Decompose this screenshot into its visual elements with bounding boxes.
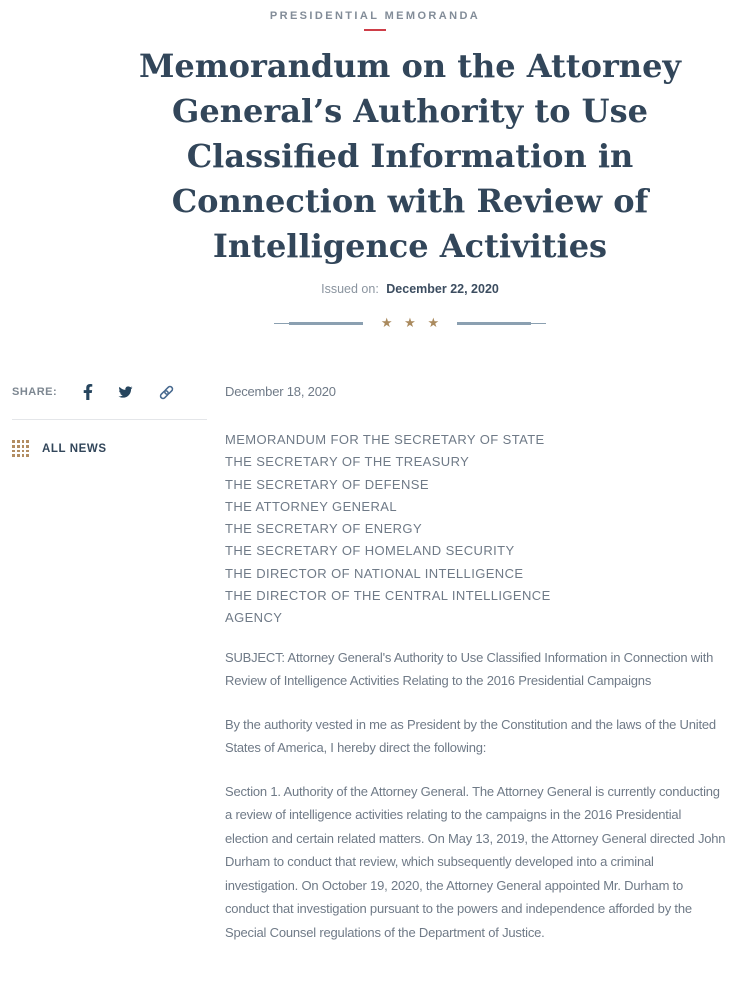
article-body [225, 377, 727, 964]
section-1-paragraph: Section 1. Authority of the Attorney General. The Attorney General is currently conducting a review of intelligence activities relating to the campaigns in the 2016 Presidential election and certain related matters. On May 13, 2019, the Attorney General directed John Durham to conduct that review, which subsequently developed into a criminal investigation. On October 19, 2020, the Attorney General appointed Mr. Durham to conduct that investigation pursuant to the powers and independence afforded by the Special Counsel regulations of the Department of Justice. [225, 783, 726, 940]
page-title [120, 44, 700, 269]
memo-addressee-line: THE SECRETARY OF HOMELAND SECURITY [225, 543, 515, 559]
star-divider [120, 315, 700, 331]
twitter-share-button[interactable] [117, 385, 134, 399]
divider-line-right [457, 322, 531, 325]
all-news-link[interactable] [12, 440, 225, 457]
sidebar-divider [12, 419, 207, 420]
memo-addressee-line: THE DIRECTOR OF NATIONAL INTELLIGENCE [225, 565, 524, 581]
issued-on-label: Issued on: [321, 282, 379, 296]
copy-link-button[interactable] [158, 384, 175, 401]
eyebrow-underline [364, 29, 386, 31]
memo-addressee-line: THE SECRETARY OF ENERGY [225, 521, 423, 537]
memo-addressee-line: THE SECRETARY OF DEFENSE [225, 476, 429, 492]
memo-addressee-line: AGENCY [225, 610, 283, 626]
subject-paragraph: SUBJECT: Attorney General's Authority to Use Classified Information in Connection with Review of Intelligence Activities Relating to the 2016 Presidential Campaigns [225, 649, 714, 689]
grid-icon [12, 440, 29, 457]
twitter-icon [117, 385, 134, 399]
article-date: December 18, 2020 [225, 384, 336, 399]
memo-addressee-line: THE ATTORNEY GENERAL [225, 498, 397, 514]
header [0, 0, 750, 31]
facebook-share-button[interactable] [83, 384, 93, 400]
page-title-line: Connection with Review of [171, 182, 649, 220]
issued-on-row [120, 282, 700, 296]
facebook-icon [83, 384, 93, 400]
category-link-presidential-memoranda[interactable]: PRESIDENTIAL MEMORANDA [269, 10, 481, 22]
authority-paragraph: By the authority vested in me as President by the Constitution and the laws of the United States of America, I hereby direct the following: [225, 716, 716, 756]
page-title-line: Memorandum on the Attorney [138, 47, 682, 85]
share-row [12, 383, 225, 401]
page-title-line: Classified Information in [186, 137, 634, 175]
memo-addressee-list [225, 429, 727, 630]
sidebar [0, 377, 225, 964]
page-title-line: Intelligence Activities [212, 227, 608, 265]
issued-date: December 22, 2020 [386, 282, 499, 296]
link-icon [158, 384, 175, 401]
content [0, 377, 750, 964]
share-label: SHARE: [12, 386, 58, 398]
memo-addressee-line: MEMORANDUM FOR THE SECRETARY OF STATE [225, 432, 545, 447]
all-news-label: ALL NEWS [42, 442, 107, 455]
divider-line-left [289, 322, 363, 325]
memo-addressee-line: THE SECRETARY OF THE TREASURY [225, 454, 470, 470]
page-title-line: General’s Authority to Use [172, 92, 648, 130]
three-stars-ornament: ★ ★ ★ [380, 315, 444, 330]
memo-addressee-line: THE DIRECTOR OF THE CENTRAL INTELLIGENCE [225, 588, 551, 604]
